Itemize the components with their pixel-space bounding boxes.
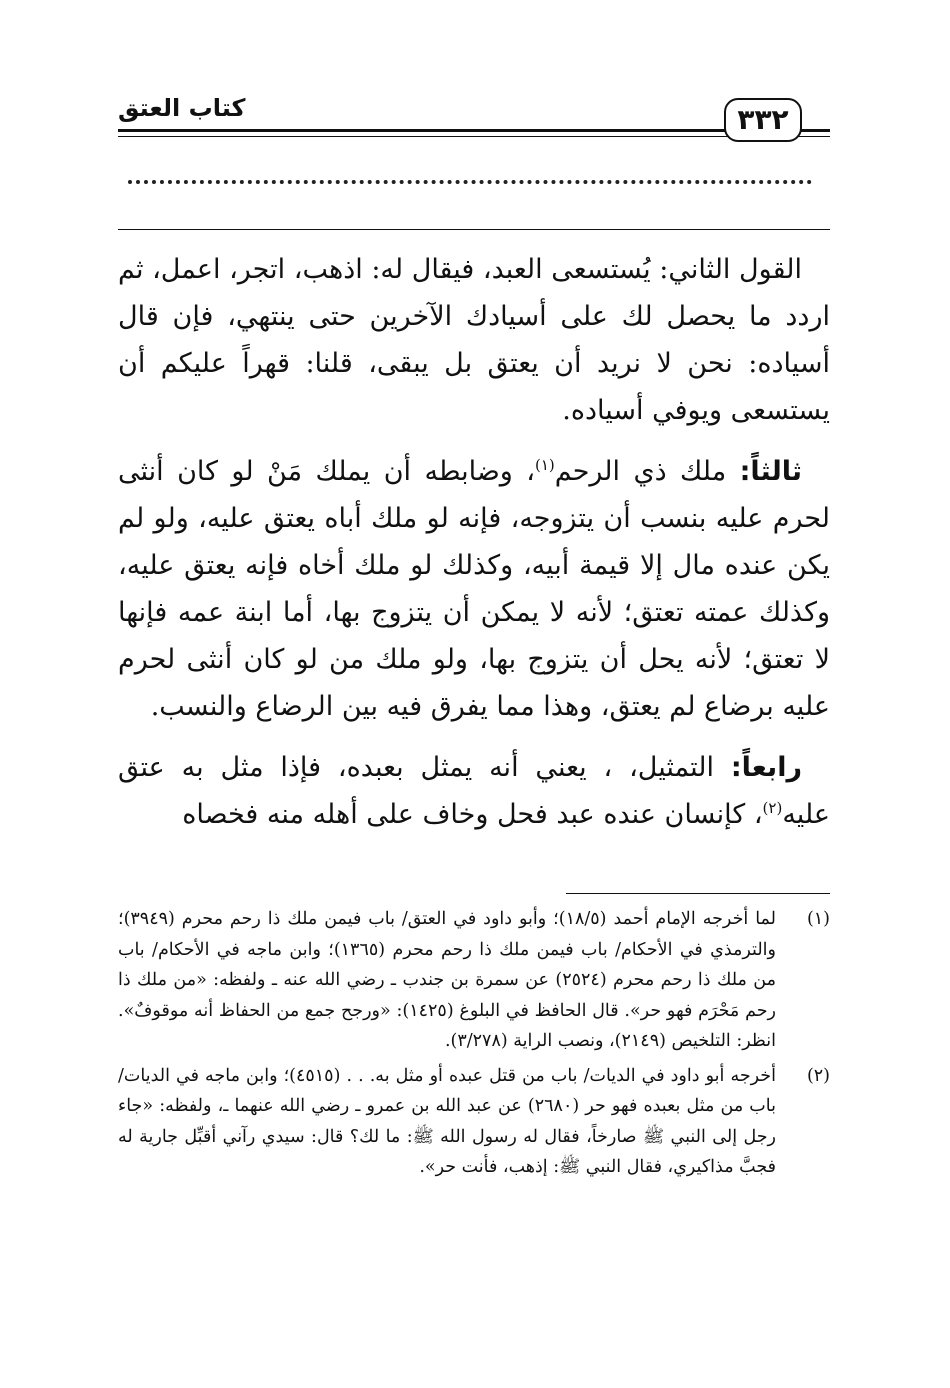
footnote-number: (٢): [806, 1065, 830, 1086]
paragraph-1: القول الثاني: يُستسعى العبد، فيقال له: اذهب، اتجر، اعمل، ثم اردد ما يحصل لك على أسيادك الآخرين حتى ينتهي، فإن قال أسياده: نحن لا نريد أن يعتق بل يبقى، قلنا: قهراً عليكم أن يستسعى ويوفي أسياده.: [118, 254, 830, 426]
footnote-number: (١): [806, 909, 830, 929]
paragraph-2-text-b: ، وضابطه أن يملك مَنْ لو كان أنثى لحرم عليه بنسب أن يتزوجه، فإنه لو ملك أباه يعتق عليه، ولو لم يكن عنده مال إلا قيمة أبيه، وكذلك لو ملك أخاه فإنه يعتق عليه، وكذلك عمته تعتق؛ لأنه لا يمكن أن يتزوج بها، أما ابنة عمه فإنها لا تعتق؛ لأنه يحل أن يتزوج بها، ولو ملك من لو كان أنثى لحرم عليه برضاع لم يعتق، وهذا مما يفرق فيه بين الرضاع والنسب.: [118, 456, 830, 722]
footnote-text: لما أخرجه الإمام أحمد (١٨/٥)؛ وأبو داود في العتق/ باب فيمن ملك ذا رحم محرم (٣٩٤٩)؛ والترمذي في الأحكام/ باب فيمن ملك ذا رحم محرم (١٣٦٥)؛ وابن ماجه في الأحكام/ باب من ملك ذا رحم محرم (٢٥٢٤) عن سمرة بن جندب ـ رضي الله عنه ـ ولفظه: «من ملك ذا رحم مَحْرَم فهو حر». قال الحافظ في البلوغ (١٤٢٥): «ورجح جمع من الحفاظ أنه موقوفٌ». انظر: التلخيص (٢١٤٩)، ونصب الراية (٣/٢٧٨).: [118, 909, 776, 1051]
footnote-2: [118, 1061, 830, 1183]
paragraph-3: [118, 744, 830, 838]
paragraph-3-text-b: ، كإنسان عنده عبد فحل وخاف على أهله منه فخصاه: [182, 799, 763, 830]
paragraph-2-lead: ثالثاً:: [739, 456, 802, 487]
main-text: [118, 246, 830, 838]
paragraph-3-lead: رابعاً:: [730, 752, 802, 783]
running-header: [118, 92, 830, 152]
footnote-ref-1[interactable]: (١): [534, 456, 555, 474]
footnote-ref-2[interactable]: (٢): [762, 799, 783, 817]
paragraph-3-text-a: التمثيل، ، يعني أنه يمثل بعبده، فإذا مثل به عتق عليه: [118, 752, 830, 830]
footnote-1: [118, 904, 830, 1057]
book-title: كتاب العتق: [118, 94, 246, 122]
footnote-text: أخرجه أبو داود في الديات/ باب من قتل عبده أو مثل به. . . (٤٥١٥)؛ وابن ماجه في الديات/ باب من مثل بعبده فهو حر (٢٦٨٠) عن عبد الله بن عمرو ـ رضي الله عنهما ـ، ولفظه: «جاء رجل إلى النبي ﷺ صارخاً، فقال له رسول الله ﷺ: ما لك؟ قال: سيدي رآني أقبِّل جارية له فجبَّ مذاكيري، فقال النبي ﷺ: إذهب، فأنت حر».: [118, 1065, 776, 1177]
dotted-separator: [128, 180, 812, 184]
header-rule-thin: [118, 136, 830, 137]
page-number: ٣٣٢: [724, 98, 802, 142]
paragraph-2: [118, 448, 830, 730]
section-rule: [118, 229, 830, 230]
footnotes: [118, 904, 830, 1187]
paragraph-2-text-a: ملك ذي الرحم: [554, 456, 740, 487]
footnote-rule: [566, 893, 830, 894]
